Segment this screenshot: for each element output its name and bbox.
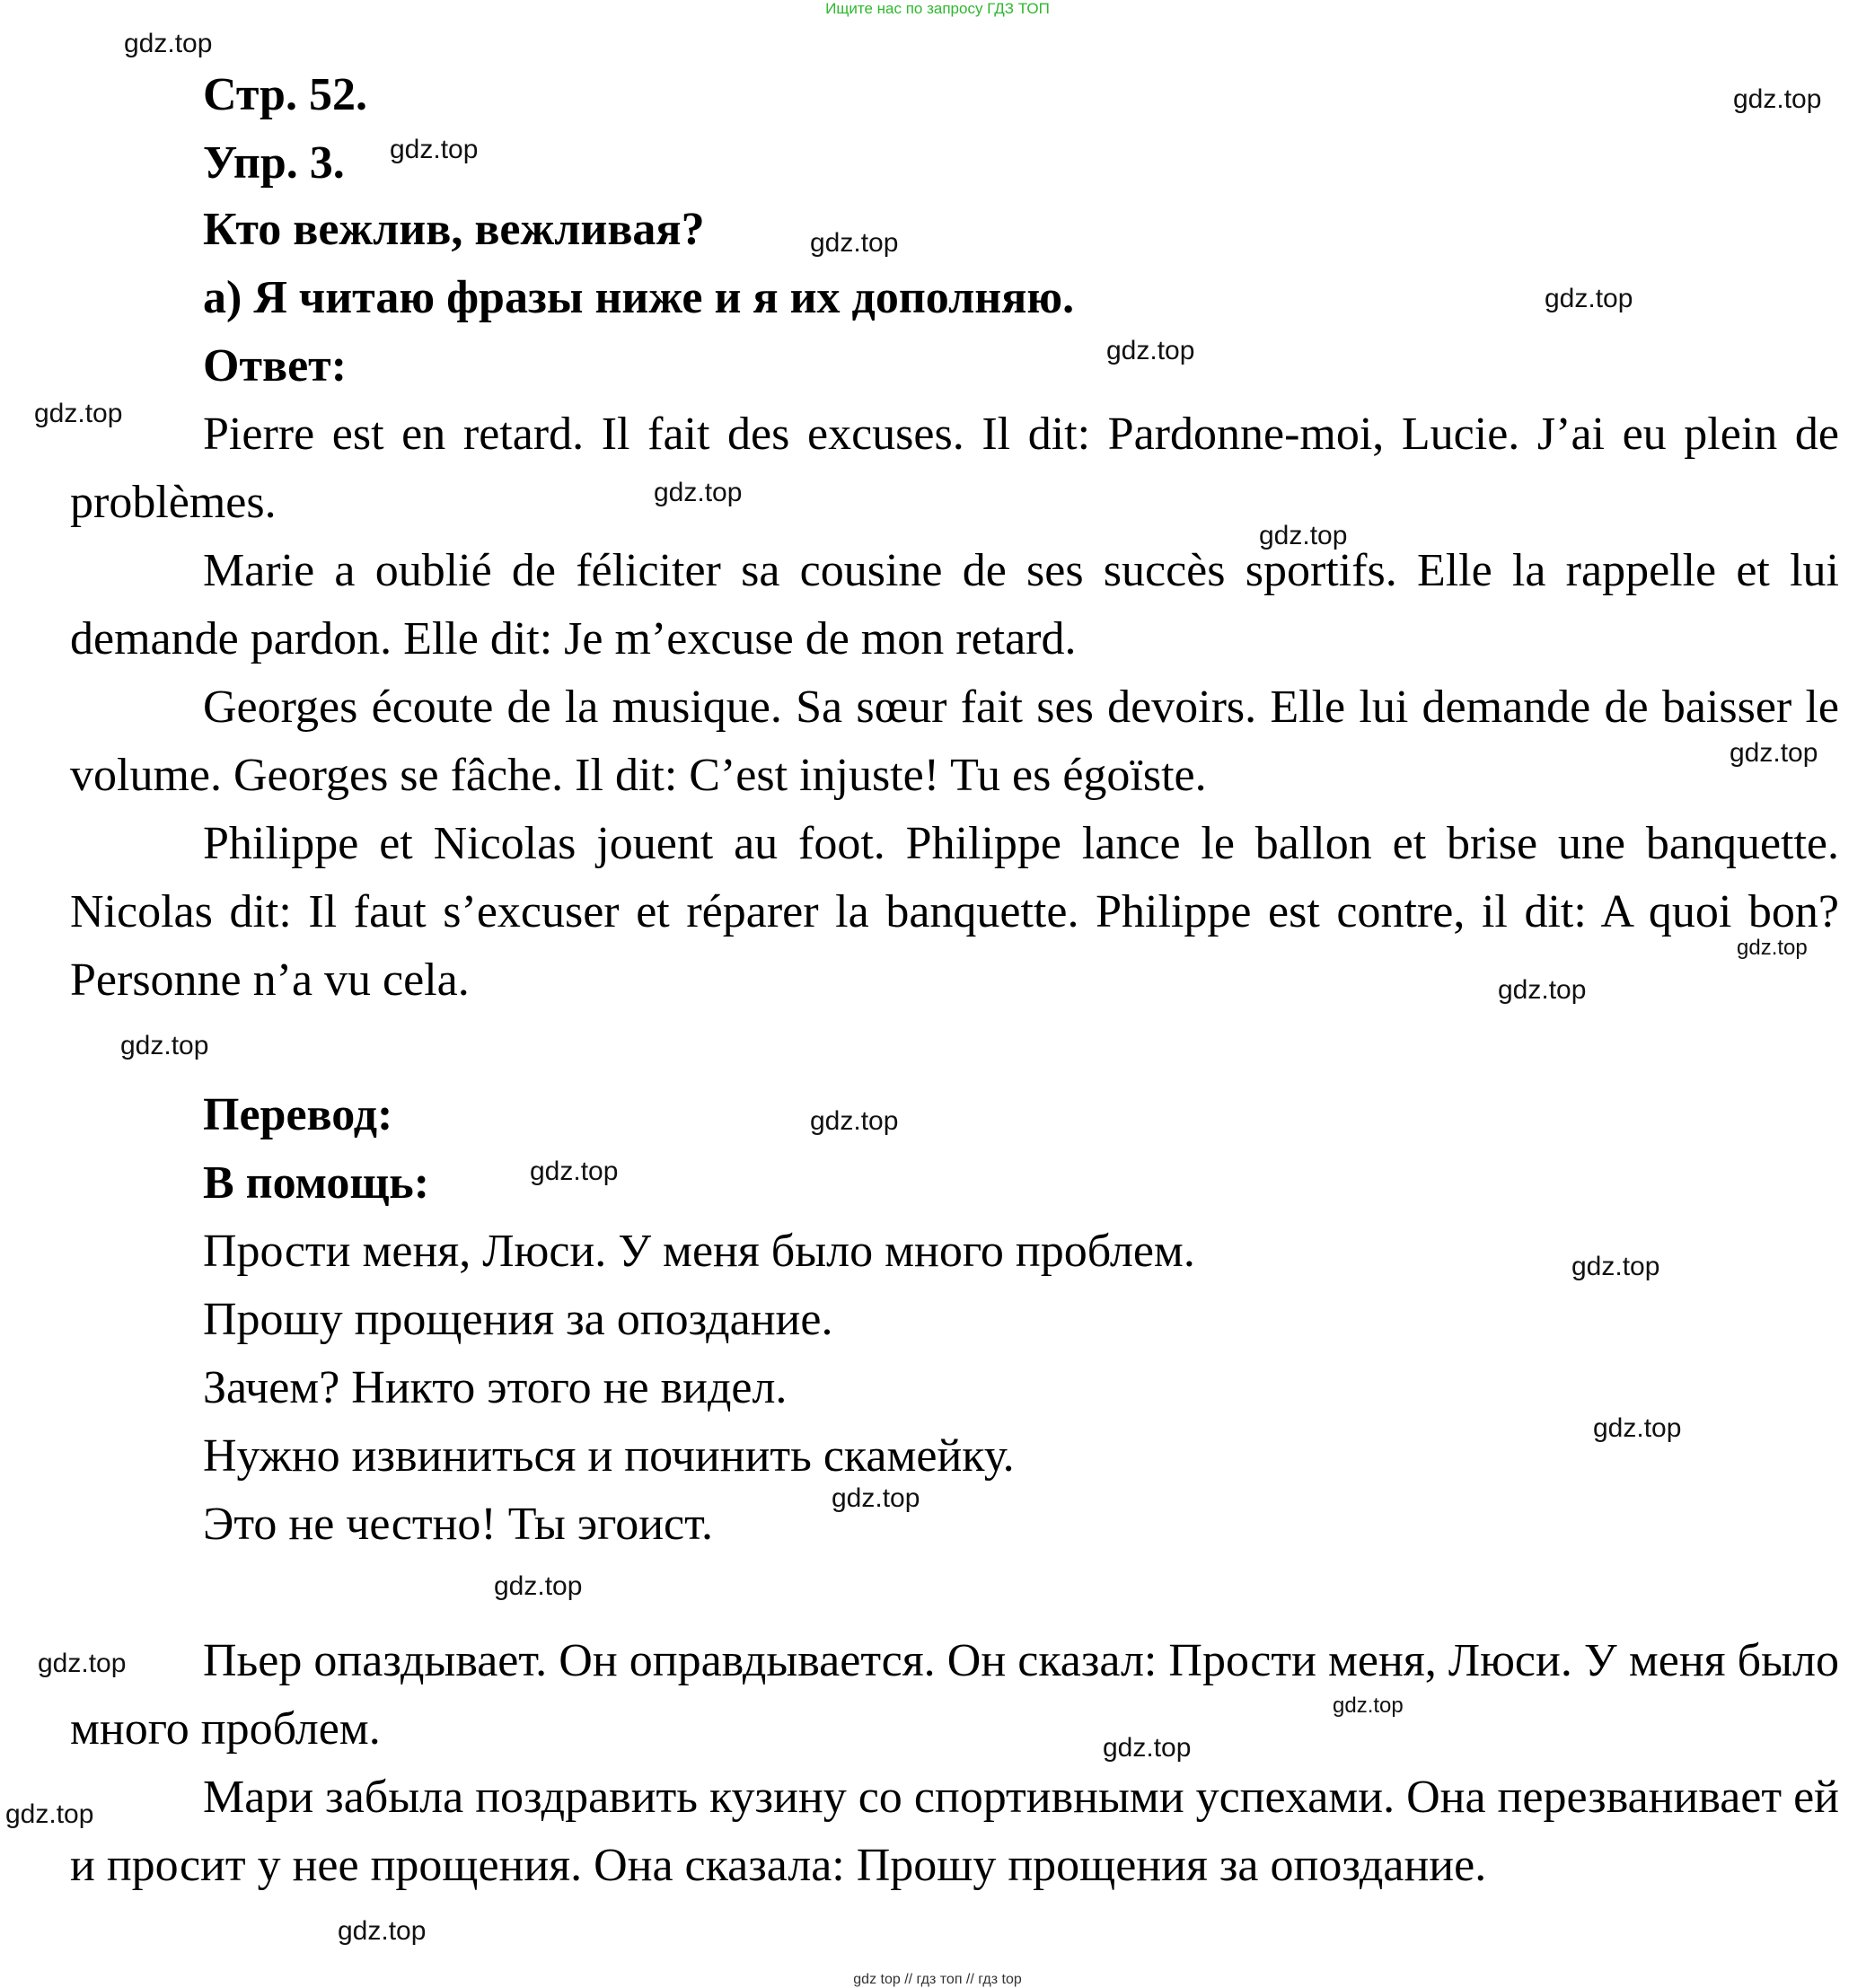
watermark: gdz.top — [832, 1483, 920, 1513]
watermark: gdz.top — [810, 1106, 899, 1136]
help-line: Это не честно! Ты эгоист. — [203, 1499, 713, 1550]
watermark: gdz.top — [38, 1649, 127, 1678]
watermark: gdz.top — [1259, 521, 1348, 550]
russian-paragraph: Мари забыла поздравить кузину со спортивными успехами. Она перезванивает ей и просит у нее прощения. Она сказала: Прошу прощения за опоздание. — [70, 1772, 1839, 1891]
task-heading: a) Я читаю фразы ниже и я их дополняю. — [203, 272, 1075, 323]
watermark: gdz.top — [654, 478, 743, 507]
watermark: gdz.top — [120, 1031, 209, 1060]
french-paragraph: Georges écoute de la musique. Sa sœur fait ses devoirs. Elle lui demande de baisser le volume. Georges se fâche. Il dit: C’est injuste! Tu es égoïste. — [70, 682, 1839, 801]
help-line: Прости меня, Люси. У меня было много проблем. — [203, 1226, 1195, 1277]
watermark: gdz.top — [1733, 84, 1822, 114]
watermark: gdz.top — [1593, 1413, 1682, 1443]
watermark: gdz.top — [494, 1571, 583, 1601]
watermark: gdz.top — [1106, 336, 1195, 365]
watermark: gdz.top — [1737, 936, 1808, 960]
page-number-heading: Стр. 52. — [203, 69, 367, 120]
watermark: gdz.top — [810, 228, 899, 258]
watermark: gdz.top — [5, 1799, 94, 1829]
watermark: gdz.top — [1333, 1693, 1404, 1718]
help-label: В помощь: — [203, 1157, 430, 1209]
french-paragraph: Philippe et Nicolas jouent au foot. Philippe lance le ballon et brise une banquette. Nicolas dit: Il faut s’excuser et réparer la banquette. Philippe est contre, il dit: A quoi bon? Personne n’a vu cela. — [70, 818, 1839, 1006]
answer-label: Ответ: — [203, 340, 348, 391]
bottom-footer: gdz top // гдз топ // гдз top — [853, 1972, 1022, 1987]
watermark: gdz.top — [34, 399, 123, 428]
watermark: gdz.top — [1103, 1733, 1192, 1763]
help-line: Зачем? Никто этого не видел. — [203, 1362, 788, 1413]
top-search-hint: Ищите нас по запросу ГДЗ ТОП — [825, 0, 1050, 17]
watermark: gdz.top — [1545, 284, 1633, 313]
french-paragraph: Marie a oublié de féliciter sa cousine de ses succès sportifs. Elle la rappelle et lui demande pardon. Elle dit: Je m’excuse de mon retard. — [70, 545, 1839, 664]
watermark: gdz.top — [1730, 738, 1818, 768]
french-paragraph: Pierre est en retard. Il fait des excuses. Il dit: Pardonne-moi, Lucie. J’ai eu plein de problèmes. — [70, 409, 1839, 528]
question-heading: Кто вежлив, вежливая? — [203, 204, 705, 255]
exercise-heading: Упр. 3. — [203, 137, 345, 189]
watermark: gdz.top — [1571, 1252, 1660, 1281]
help-line: Прошу прощения за опоздание. — [203, 1294, 833, 1345]
russian-paragraph: Пьер опаздывает. Он оправдывается. Он сказал: Прости меня, Люси. У меня было много проблем. — [70, 1635, 1839, 1755]
translation-label: Перевод: — [203, 1089, 393, 1140]
watermark: gdz.top — [1498, 975, 1587, 1005]
watermark: gdz.top — [530, 1157, 619, 1186]
watermark: gdz.top — [124, 29, 213, 58]
watermark: gdz.top — [390, 135, 479, 164]
help-line: Нужно извиниться и починить скамейку. — [203, 1430, 1015, 1482]
watermark: gdz.top — [338, 1916, 427, 1946]
